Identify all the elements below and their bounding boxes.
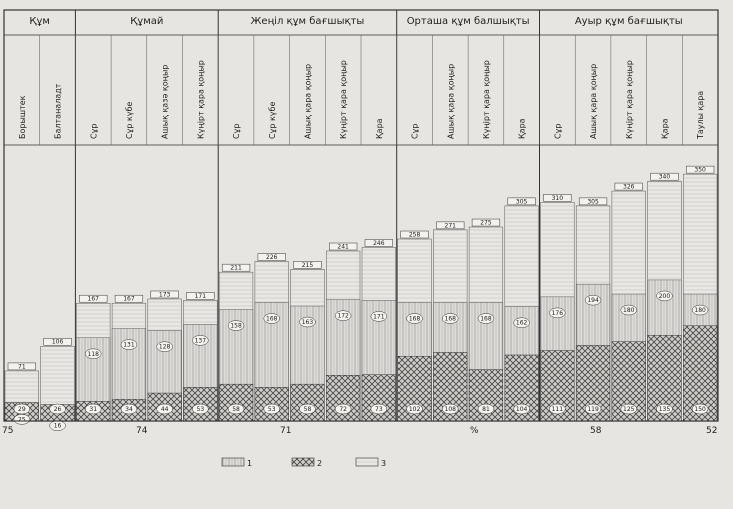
value-label-1: 44 — [160, 406, 169, 413]
value-label-3: 310 — [551, 194, 564, 202]
value-label-3: 305 — [515, 198, 528, 206]
value-label-1: 53 — [267, 406, 276, 413]
value-label-2: 194 — [587, 297, 599, 305]
legend-swatch-2 — [292, 458, 314, 466]
category-label: Күңірт қара қоңыр — [624, 60, 634, 139]
value-label-2: 171 — [373, 313, 385, 321]
value-label-1: 58 — [232, 406, 240, 413]
value-label-2: 200 — [658, 292, 671, 300]
value-label-3: 271 — [444, 222, 456, 230]
legend-swatch-1 — [222, 458, 244, 466]
legend-label-3: 3 — [381, 459, 387, 468]
x-tick-label: 52 — [706, 426, 718, 436]
value-label-3: 167 — [123, 295, 135, 303]
value-label-1: 26 — [53, 406, 62, 413]
value-label-2: 168 — [480, 315, 492, 323]
value-label-1: 135 — [658, 406, 671, 413]
category-label: Ашық қара қоңыр — [446, 63, 456, 139]
value-label-3: 171 — [194, 292, 207, 300]
group-header-label: Ауыр құм бағшықты — [574, 16, 683, 27]
value-label-2: 172 — [337, 312, 349, 320]
value-label-2: 158 — [230, 322, 242, 330]
legend-label-1: 1 — [247, 459, 253, 468]
category-label: Ашық қара қоңыр — [589, 63, 599, 139]
value-label-1: 31 — [89, 406, 98, 413]
group-header-label: Құмай — [130, 16, 164, 27]
value-label-1: 102 — [408, 406, 421, 413]
value-label-3: 241 — [337, 243, 349, 251]
x-tick-label: % — [470, 426, 479, 436]
value-label-3: 350 — [694, 166, 706, 174]
category-label: Күңірт қара қоңыр — [339, 60, 349, 139]
value-label-2: 168 — [266, 315, 278, 323]
bar-series-1 — [219, 384, 253, 421]
header-layer — [4, 10, 718, 424]
group-header-label: Орташа құм балшықты — [406, 16, 530, 27]
value-label-2: 131 — [123, 341, 135, 349]
value-label-1: 58 — [303, 406, 312, 413]
value-label-1: 125 — [623, 406, 635, 413]
bar-series-1 — [291, 384, 325, 421]
value-label-2: 176 — [551, 309, 564, 317]
category-label: Ашық қазә қоңыр — [160, 64, 170, 139]
value-label-3: 275 — [480, 219, 492, 227]
x-tick-label: 58 — [590, 426, 602, 436]
value-label-3: 215 — [301, 261, 314, 269]
value-label-1: 119 — [587, 406, 599, 413]
value-label-3: 305 — [587, 198, 599, 206]
category-label: Сұр — [553, 123, 563, 139]
x-tick-label: 75 — [2, 426, 14, 436]
category-label: Ашық қара қоңыр — [303, 63, 313, 139]
value-label-1: 53 — [196, 406, 205, 413]
category-label: Қара — [517, 118, 527, 139]
value-label-3: 71 — [18, 363, 26, 371]
value-label-1: 72 — [339, 406, 347, 413]
value-label-3: 340 — [658, 173, 671, 181]
category-label: Сұр — [410, 123, 420, 139]
value-label-2: 163 — [301, 319, 314, 327]
value-label-3: 173 — [158, 291, 171, 299]
category-label: Күңірт қара қоңыр — [481, 60, 491, 139]
value-label-1: 108 — [444, 406, 456, 413]
legend-label-2: 2 — [317, 459, 323, 468]
value-label-2: 25 — [18, 416, 26, 424]
category-label: Қара — [374, 118, 384, 139]
category-label: Сұр күбе — [267, 101, 277, 139]
value-label-3: 226 — [266, 254, 278, 262]
category-label: Таулы қара — [696, 90, 706, 139]
value-label-3: 167 — [87, 295, 99, 303]
value-label-3: 258 — [408, 231, 421, 239]
value-label-2: 137 — [194, 337, 207, 345]
value-label-1: 73 — [375, 406, 383, 413]
value-label-2: 180 — [694, 307, 706, 315]
bars-layer — [5, 166, 717, 431]
value-label-2: 162 — [515, 319, 528, 327]
value-label-1: 111 — [551, 406, 564, 413]
value-label-2: 168 — [408, 315, 421, 323]
x-tick-label: 71 — [280, 426, 292, 436]
legend — [222, 458, 386, 468]
value-label-1: 150 — [694, 406, 706, 413]
value-label-1: 29 — [18, 406, 26, 413]
value-label-2: 128 — [158, 343, 171, 351]
x-tick-label: 74 — [136, 426, 148, 436]
category-label: Сұр — [232, 123, 242, 139]
value-label-1: 81 — [482, 406, 490, 413]
value-label-1: 104 — [515, 406, 528, 413]
category-label: Сұр — [89, 123, 99, 139]
value-label-2: 16 — [53, 422, 62, 430]
group-header-label: Жеңіл құм бағшықты — [250, 16, 365, 27]
value-label-1: 34 — [125, 406, 133, 413]
value-label-2: 180 — [623, 307, 635, 315]
value-label-2: 168 — [444, 315, 456, 323]
category-label: Балтаналадт — [53, 83, 63, 139]
value-label-3: 106 — [51, 338, 64, 346]
x-axis — [2, 421, 718, 436]
legend-swatch-3 — [356, 458, 378, 466]
category-label: Борыштек — [17, 95, 27, 139]
group-header-label: Құм — [29, 16, 50, 27]
value-label-3: 246 — [373, 239, 385, 247]
value-label-2: 118 — [87, 350, 99, 358]
value-label-3: 211 — [230, 264, 242, 272]
category-label: Күңірт қара қоңыр — [196, 60, 206, 139]
value-label-3: 326 — [623, 183, 635, 191]
category-label: Сұр күбе — [124, 101, 134, 139]
category-label: Қара — [660, 118, 670, 139]
